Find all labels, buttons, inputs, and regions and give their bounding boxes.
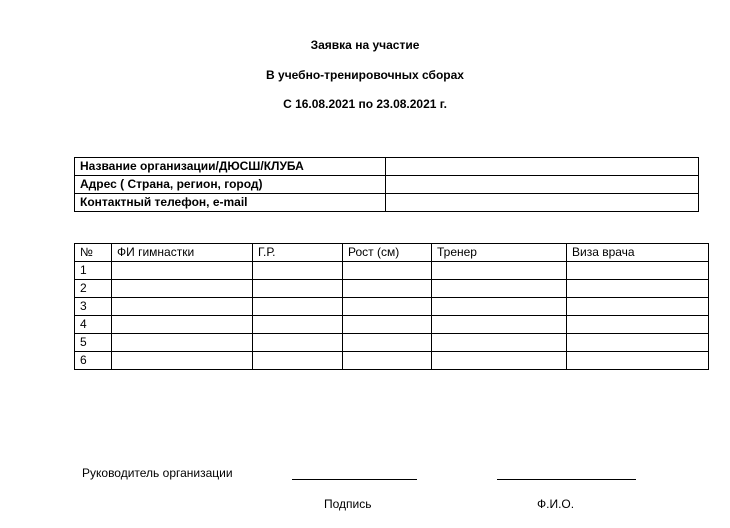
table-row — [75, 262, 709, 280]
coach-cell[interactable] — [432, 280, 567, 298]
signature-caption: Подпись — [324, 497, 372, 511]
org-address-label: Адрес ( Страна, регион, город) — [75, 176, 386, 194]
org-contact-label: Контактный телефон, e-mail — [75, 194, 386, 212]
table-row — [75, 176, 699, 194]
col-header-number: № — [75, 244, 112, 262]
signature-line[interactable] — [292, 479, 417, 480]
height-cell[interactable] — [343, 352, 432, 370]
height-cell[interactable] — [343, 280, 432, 298]
name-cell[interactable] — [112, 352, 253, 370]
row-number: 2 — [75, 280, 112, 298]
birth-year-cell[interactable] — [253, 262, 343, 280]
col-header-name: ФИ гимнастки — [112, 244, 253, 262]
row-number: 5 — [75, 334, 112, 352]
org-name-field[interactable] — [386, 158, 699, 176]
row-number: 1 — [75, 262, 112, 280]
birth-year-cell[interactable] — [253, 316, 343, 334]
height-cell[interactable] — [343, 262, 432, 280]
row-number: 4 — [75, 316, 112, 334]
doctor-visa-cell[interactable] — [567, 334, 709, 352]
table-header-row — [75, 244, 709, 262]
signature-label: Руководитель организации — [82, 466, 233, 480]
form-dates: С 16.08.2021 по 23.08.2021 г. — [283, 97, 447, 111]
row-number: 3 — [75, 298, 112, 316]
org-contact-field[interactable] — [386, 194, 699, 212]
col-header-height: Рост (см) — [343, 244, 432, 262]
coach-cell[interactable] — [432, 334, 567, 352]
coach-cell[interactable] — [432, 352, 567, 370]
name-cell[interactable] — [112, 298, 253, 316]
org-name-label: Название организации/ДЮСШ/КЛУБА — [75, 158, 386, 176]
name-cell[interactable] — [112, 334, 253, 352]
col-header-doctor-visa: Виза врача — [567, 244, 709, 262]
participants-table — [74, 243, 709, 370]
col-header-birth-year: Г.Р. — [253, 244, 343, 262]
table-row — [75, 194, 699, 212]
table-row — [75, 298, 709, 316]
name-cell[interactable] — [112, 280, 253, 298]
name-line[interactable] — [497, 479, 636, 480]
organization-table — [74, 157, 699, 212]
birth-year-cell[interactable] — [253, 298, 343, 316]
coach-cell[interactable] — [432, 298, 567, 316]
height-cell[interactable] — [343, 298, 432, 316]
table-row — [75, 334, 709, 352]
doctor-visa-cell[interactable] — [567, 352, 709, 370]
doctor-visa-cell[interactable] — [567, 280, 709, 298]
table-row — [75, 158, 699, 176]
name-cell[interactable] — [112, 262, 253, 280]
doctor-visa-cell[interactable] — [567, 262, 709, 280]
col-header-coach: Тренер — [432, 244, 567, 262]
birth-year-cell[interactable] — [253, 352, 343, 370]
table-row — [75, 352, 709, 370]
name-caption: Ф.И.О. — [537, 497, 575, 511]
height-cell[interactable] — [343, 316, 432, 334]
table-row — [75, 280, 709, 298]
birth-year-cell[interactable] — [253, 334, 343, 352]
doctor-visa-cell[interactable] — [567, 316, 709, 334]
name-cell[interactable] — [112, 316, 253, 334]
doctor-visa-cell[interactable] — [567, 298, 709, 316]
coach-cell[interactable] — [432, 316, 567, 334]
coach-cell[interactable] — [432, 262, 567, 280]
height-cell[interactable] — [343, 334, 432, 352]
form-title: Заявка на участие — [310, 38, 420, 52]
table-row — [75, 316, 709, 334]
org-address-field[interactable] — [386, 176, 699, 194]
row-number: 6 — [75, 352, 112, 370]
form-subtitle: В учебно-тренировочных сборах — [266, 68, 464, 82]
birth-year-cell[interactable] — [253, 280, 343, 298]
